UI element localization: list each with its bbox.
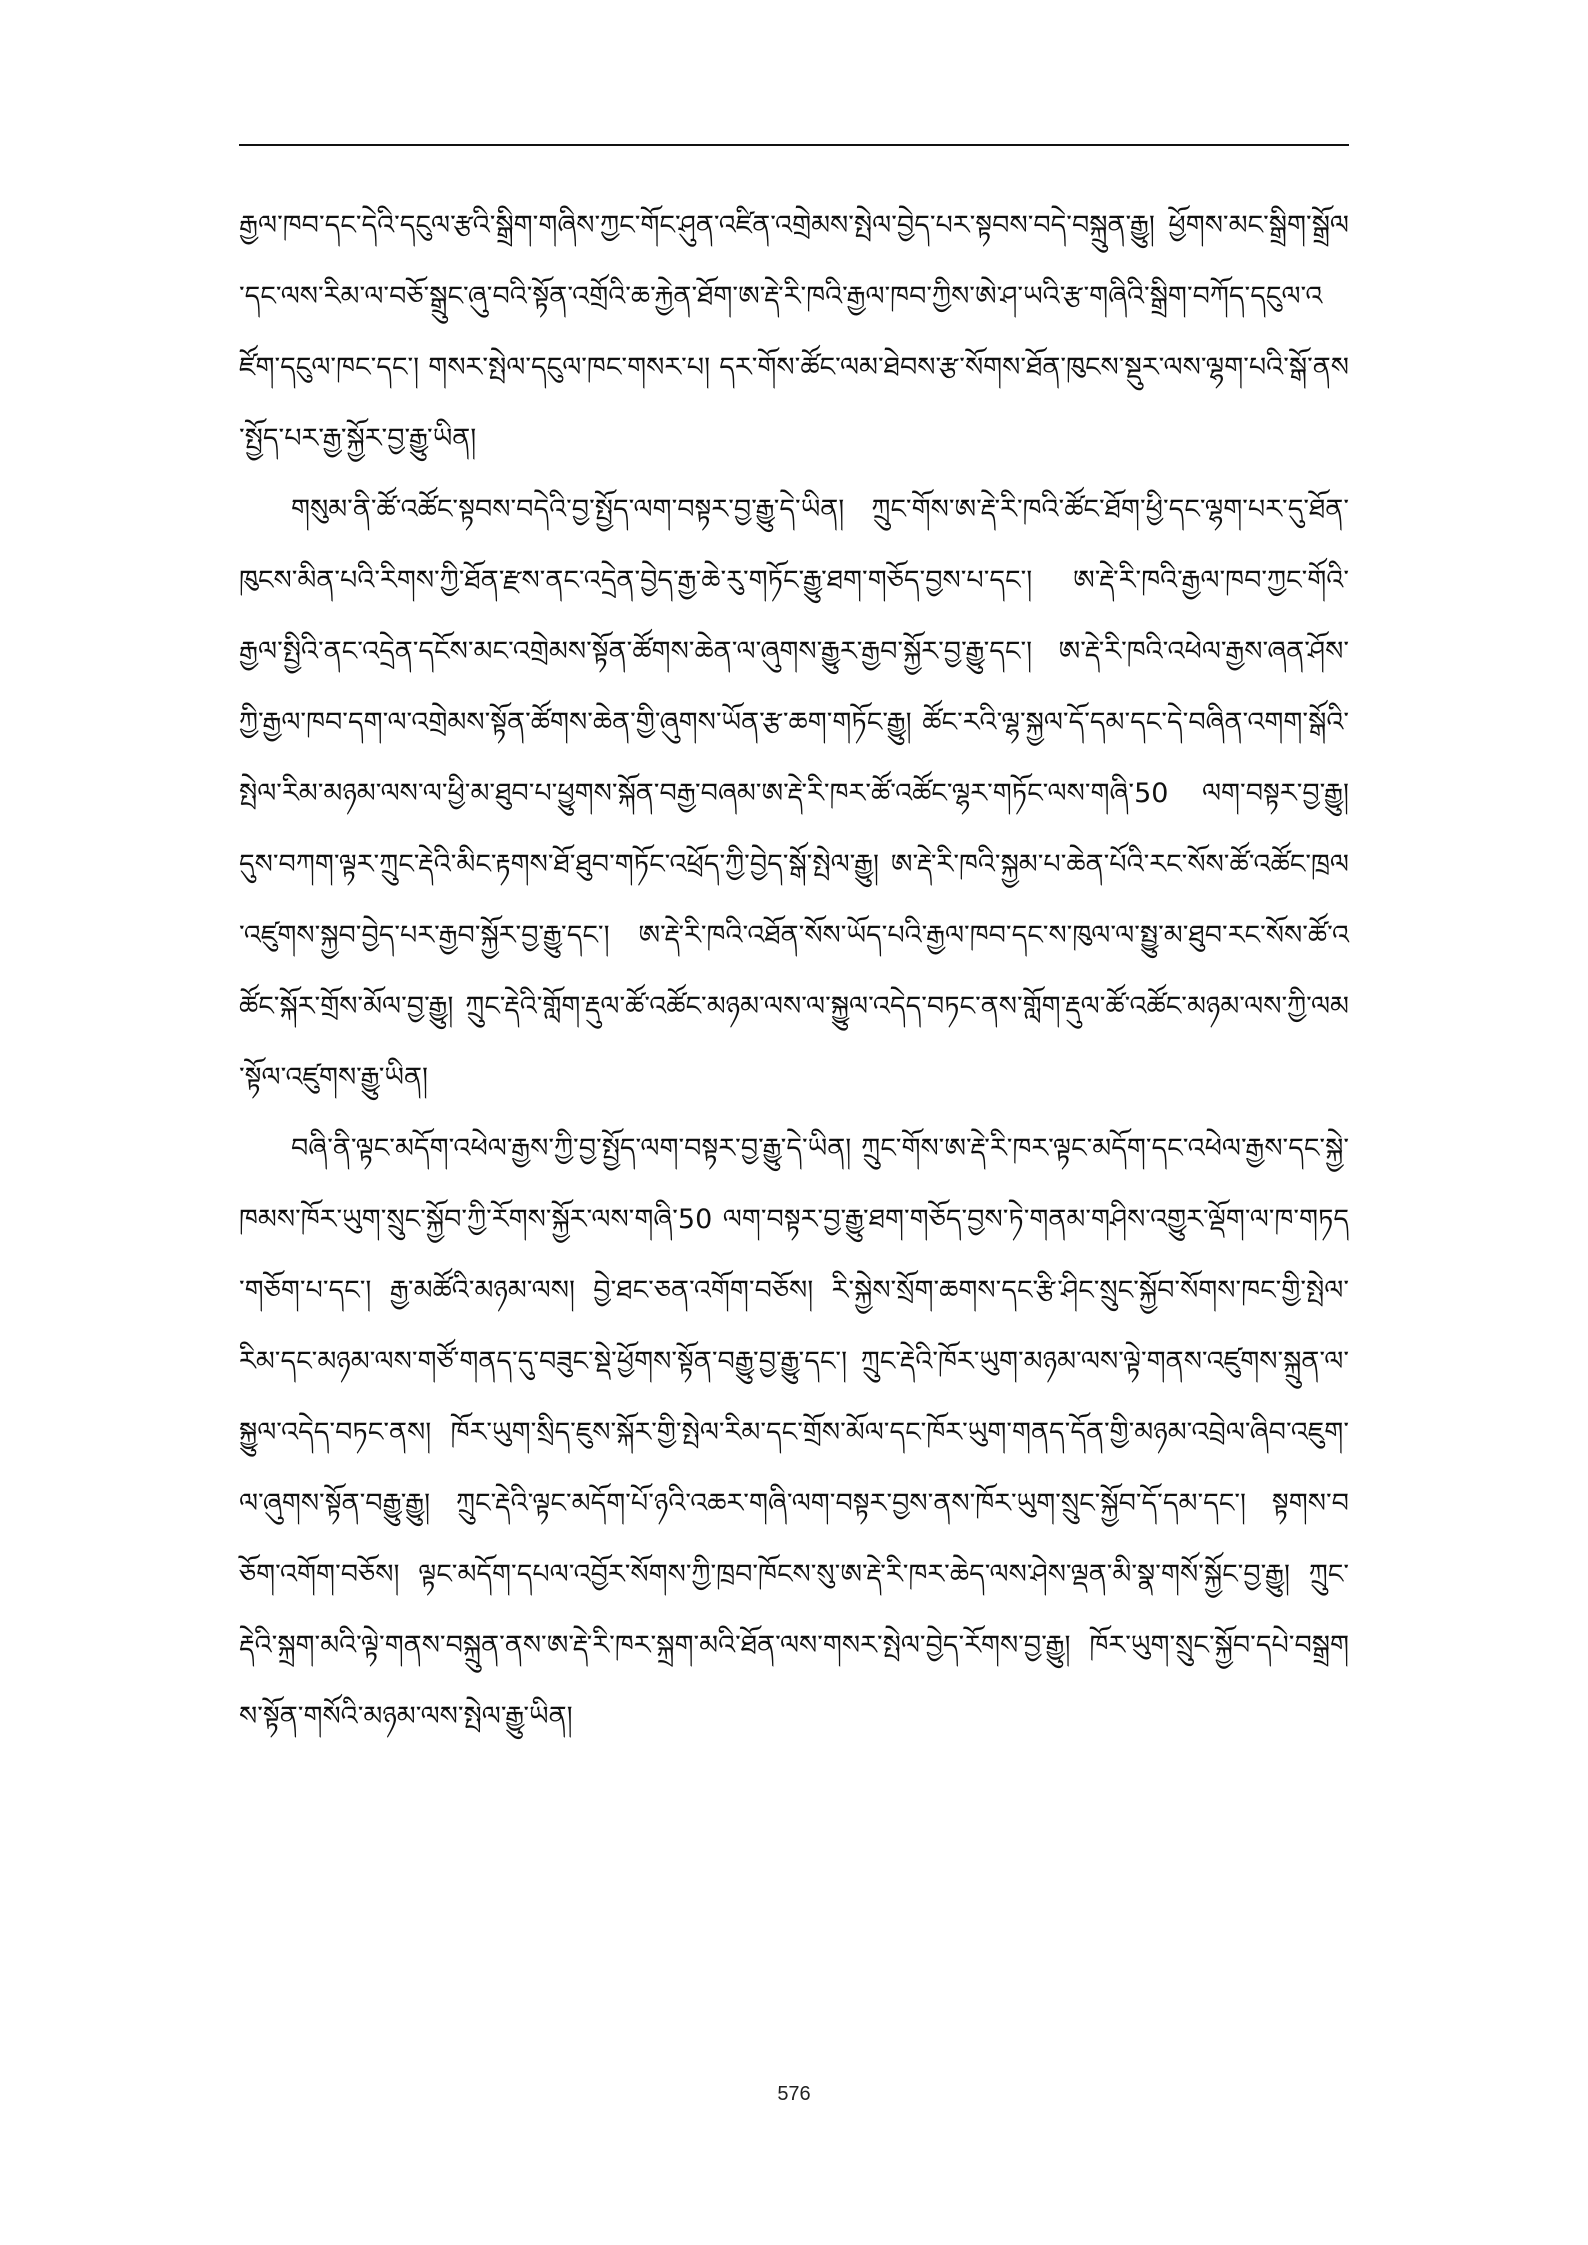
header-rule [239,144,1349,146]
paragraph-3: བཞི་ནི་ལྟང་མདོག་འཕེལ་རྒྱས་ཀྱི་བྱ་སྤྱོད་ལག་བསྟར་བྱ་རྒྱུ་དེ་ཡིན། ཀྲུང་གོས་ཨ་རྡེ་རི་ཁར་ལྟང་མདོག་དང་འཕེལ་རྒྱས་དང་སྐྱེ་ཁམས་ཁོར་ཡུག་སྲུང་སྐྱོབ་ཀྱི་རོགས་སྐྱོར་ལས་གཞི་50 ལག་བསྟར་བྱ་རྒྱུ་ཐག་གཅོད་བྱས་ཏེ་གནམ་གཤིས་འགྱུར་ལྡོག་ལ་ཁ་གཏད་གཅོག་པ་དང་། རྒྱ་མཚོའི་མཉམ་ལས། བྱེ་ཐང་ཅན་འགོག་བཅོས། རི་སྐྱེས་སྲོག་ཆགས་དང་རྩི་ཤིང་སྲུང་སྐྱོབ་སོགས་ཁང་གྱི་སྤེལ་རིམ་དང་མཉམ་ལས་གཙོ་གནད་དུ་བཟུང་སྡེ་ཕྱོགས་སྟོན་བརྒྱུ་བྱ་རྒྱུ་དང་། ཀྲུང་རྡེའི་ཁོར་ཡུག་མཉམ་ལས་ལྟེ་གནས་འཛུགས་སྐྲུན་ལ་སྐྱུལ་འདེད་བཏང་ནས། ཁོར་ཡུག་སྲིད་ཇུས་སྐོར་གྱི་སྤེལ་རིམ་དང་གྲོས་མོལ་དང་ཁོར་ཡུག་གནད་དོན་གྱི་མཉམ་འབྲེལ་ཞིབ་འཇུག་ལ་ཞུགས་སྟོན་བརྒྱུ་རྒྱུ། ཀྲུང་རྡེའི་ལྟང་མདོག་པོ་ཉའི་འཆར་གཞི་ལག་བསྟར་བྱས་ནས་ཁོར་ཡུག་སྲུང་སྐྱོབ་དོ་དམ་དང་། སྟགས་བཅོག་འགོག་བཅོས། ལྟང་མདོག་དཔལ་འབྱོར་སོགས་ཀྱི་ཁྲབ་ཁོངས་སུ་ཨ་རྡེ་རི་ཁར་ཆེད་ལས་ཤེས་ལྡན་མི་སྣ་གསོ་སྐྱོང་བྱ་རྒྱུ། ཀྲུང་རྡེའི་སྐྲག་མའི་ལྟེ་གནས་བསྐྲུན་ནས་ཨ་རྡེ་རི་ཁར་སྐྲག་མའི་ཐོན་ལས་གསར་སྤེལ་བྱེད་རོགས་བྱ་རྒྱུ། ཁོར་ཡུག་སྲུང་སྐྱོབ་དཔེ་བསྒྲགས་སྟོན་གསོའི་མཉམ་ལས་སྤེལ་རྒྱུ་ཡིན། [239,1133,1349,1732]
page-number: 576 [777,2083,811,2105]
paragraph-1: རྒྱལ་ཁབ་དང་དེའི་དངུལ་རྩའི་སྒྲིག་གཞིས་ཀྱང་གོང་ཤུན་འཛིན་འགྲེམས་སྤེལ་བྱེད་པར་སྟབས་བདེ་བསྐྲུན་རྒྱུ། ཕྱོགས་མང་སྒྲིག་སྒྲོལ་དང་ལས་རིམ་ལ་བཅོ་སྒྲུང་ཞུ་བའི་སྟོན་འགྲོའི་ཆ་རྐྱེན་ཐོག་ཨ་རྡེ་རི་ཁའི་རྒྱལ་ཁབ་ཀྱིས་ཨེ་ཤ་ཡའི་རྩ་གཞིའི་སྒྲིག་བཀོད་དངུལ་འཛོག་དངུལ་ཁང་དང་། གསར་སྤེལ་དངུལ་ཁང་གསར་པ། དར་གོས་ཚོང་ལམ་ཐེབས་རྩ་སོགས་ཐོན་ཁུངས་སྡུར་ལས་ལྷག་པའི་སྒོ་ནས་སྤྱོད་པར་རྒྱ་སྐྱོར་བྱ་རྒྱུ་ཡིན། [239,210,1349,454]
body-text [239,190,1349,1752]
paragraph-2: གསུམ་ནི་ཚོ་འཚོང་སྟབས་བདེའི་བྱ་སྤྱོད་ལག་བསྟར་བྱ་རྒྱུ་དེ་ཡིན། ཀྲུང་གོས་ཨ་རྡེ་རི་ཁའི་ཚོང་ཐོག་ཕྱི་དང་ལྷག་པར་དུ་ཐོན་ཁུངས་མིན་པའི་རིགས་ཀྱི་ཐོན་རྫས་ནང་འདྲེན་བྱེད་རྒྱ་ཆེ་རུ་གཏོང་རྒྱུ་ཐག་གཅོད་བྱས་པ་དང་། ཨ་རྡེ་རི་ཁའི་རྒྱལ་ཁབ་ཀྱང་གོའི་རྒྱལ་སྤྱིའི་ནང་འདྲེན་དངོས་མང་འགྲེམས་སྟོན་ཚོགས་ཆེན་ལ་ཞུགས་རྒྱུར་རྒྱབ་སྐྱོར་བྱ་རྒྱུ་དང་། ཨ་རྡེ་རི་ཁའི་འཕེལ་རྒྱས་ཞན་ཤོས་ཀྱི་རྒྱལ་ཁབ་དག་ལ་འགྲེམས་སྟོན་ཚོགས་ཆེན་གྱི་ཞུགས་ཡོན་རྩ་ཆག་གཏོང་རྒྱུ། ཚོང་རའི་ལྷ་སྐྱལ་དོ་དམ་དང་དེ་བཞིན་འགག་སྒོའི་སྤེལ་རིམ་མཉམ་ལས་ལ་ཕྱི་མ་ཐུབ་པ་ཕྱུགས་སྐོན་བརྒྱ་བཞམ་ཨ་རྡེ་རི་ཁར་ཚོ་འཚོང་ལྷར་གཏོང་ལས་གཞི་50 ལག་བསྟར་བྱ་རྒྱུ། དུས་བཀག་ལྟར་ཀྲུང་རྡེའི་མིང་རྟགས་ཐོ་ཐུབ་གཏོང་འཕྲོད་ཀྱི་བྱེད་སྒོ་སྤེལ་རྒྱུ། ཨ་རྡེ་རི་ཁའི་སྐྱམ་པ་ཆེན་པོའི་རང་སོས་ཚོ་འཚོང་ཁྲལ་འཛུགས་སྐྱབ་བྱེད་པར་རྒྱབ་སྐྱོར་བྱ་རྒྱུ་དང་། ཨ་རྡེ་རི་ཁའི་འཐོན་སོས་ཡོད་པའི་རྒྱལ་ཁབ་དང་ས་ཁུལ་ལ་སྤྱུ་མ་ཐུབ་རང་སོས་ཚོ་འཚོང་སྐོར་གྲོས་མོལ་བྱ་རྒྱུ། ཀྲུང་རྡེའི་གློག་རྡུལ་ཚོ་འཚོང་མཉམ་ལས་ལ་སྐྱུལ་འདེད་བཏང་ནས་གློག་རྡུལ་ཚོ་འཚོང་མཉམ་ལས་ཀྱི་ལམ་སྟོལ་འཛུགས་རྒྱུ་ཡིན། [239,494,1349,1093]
